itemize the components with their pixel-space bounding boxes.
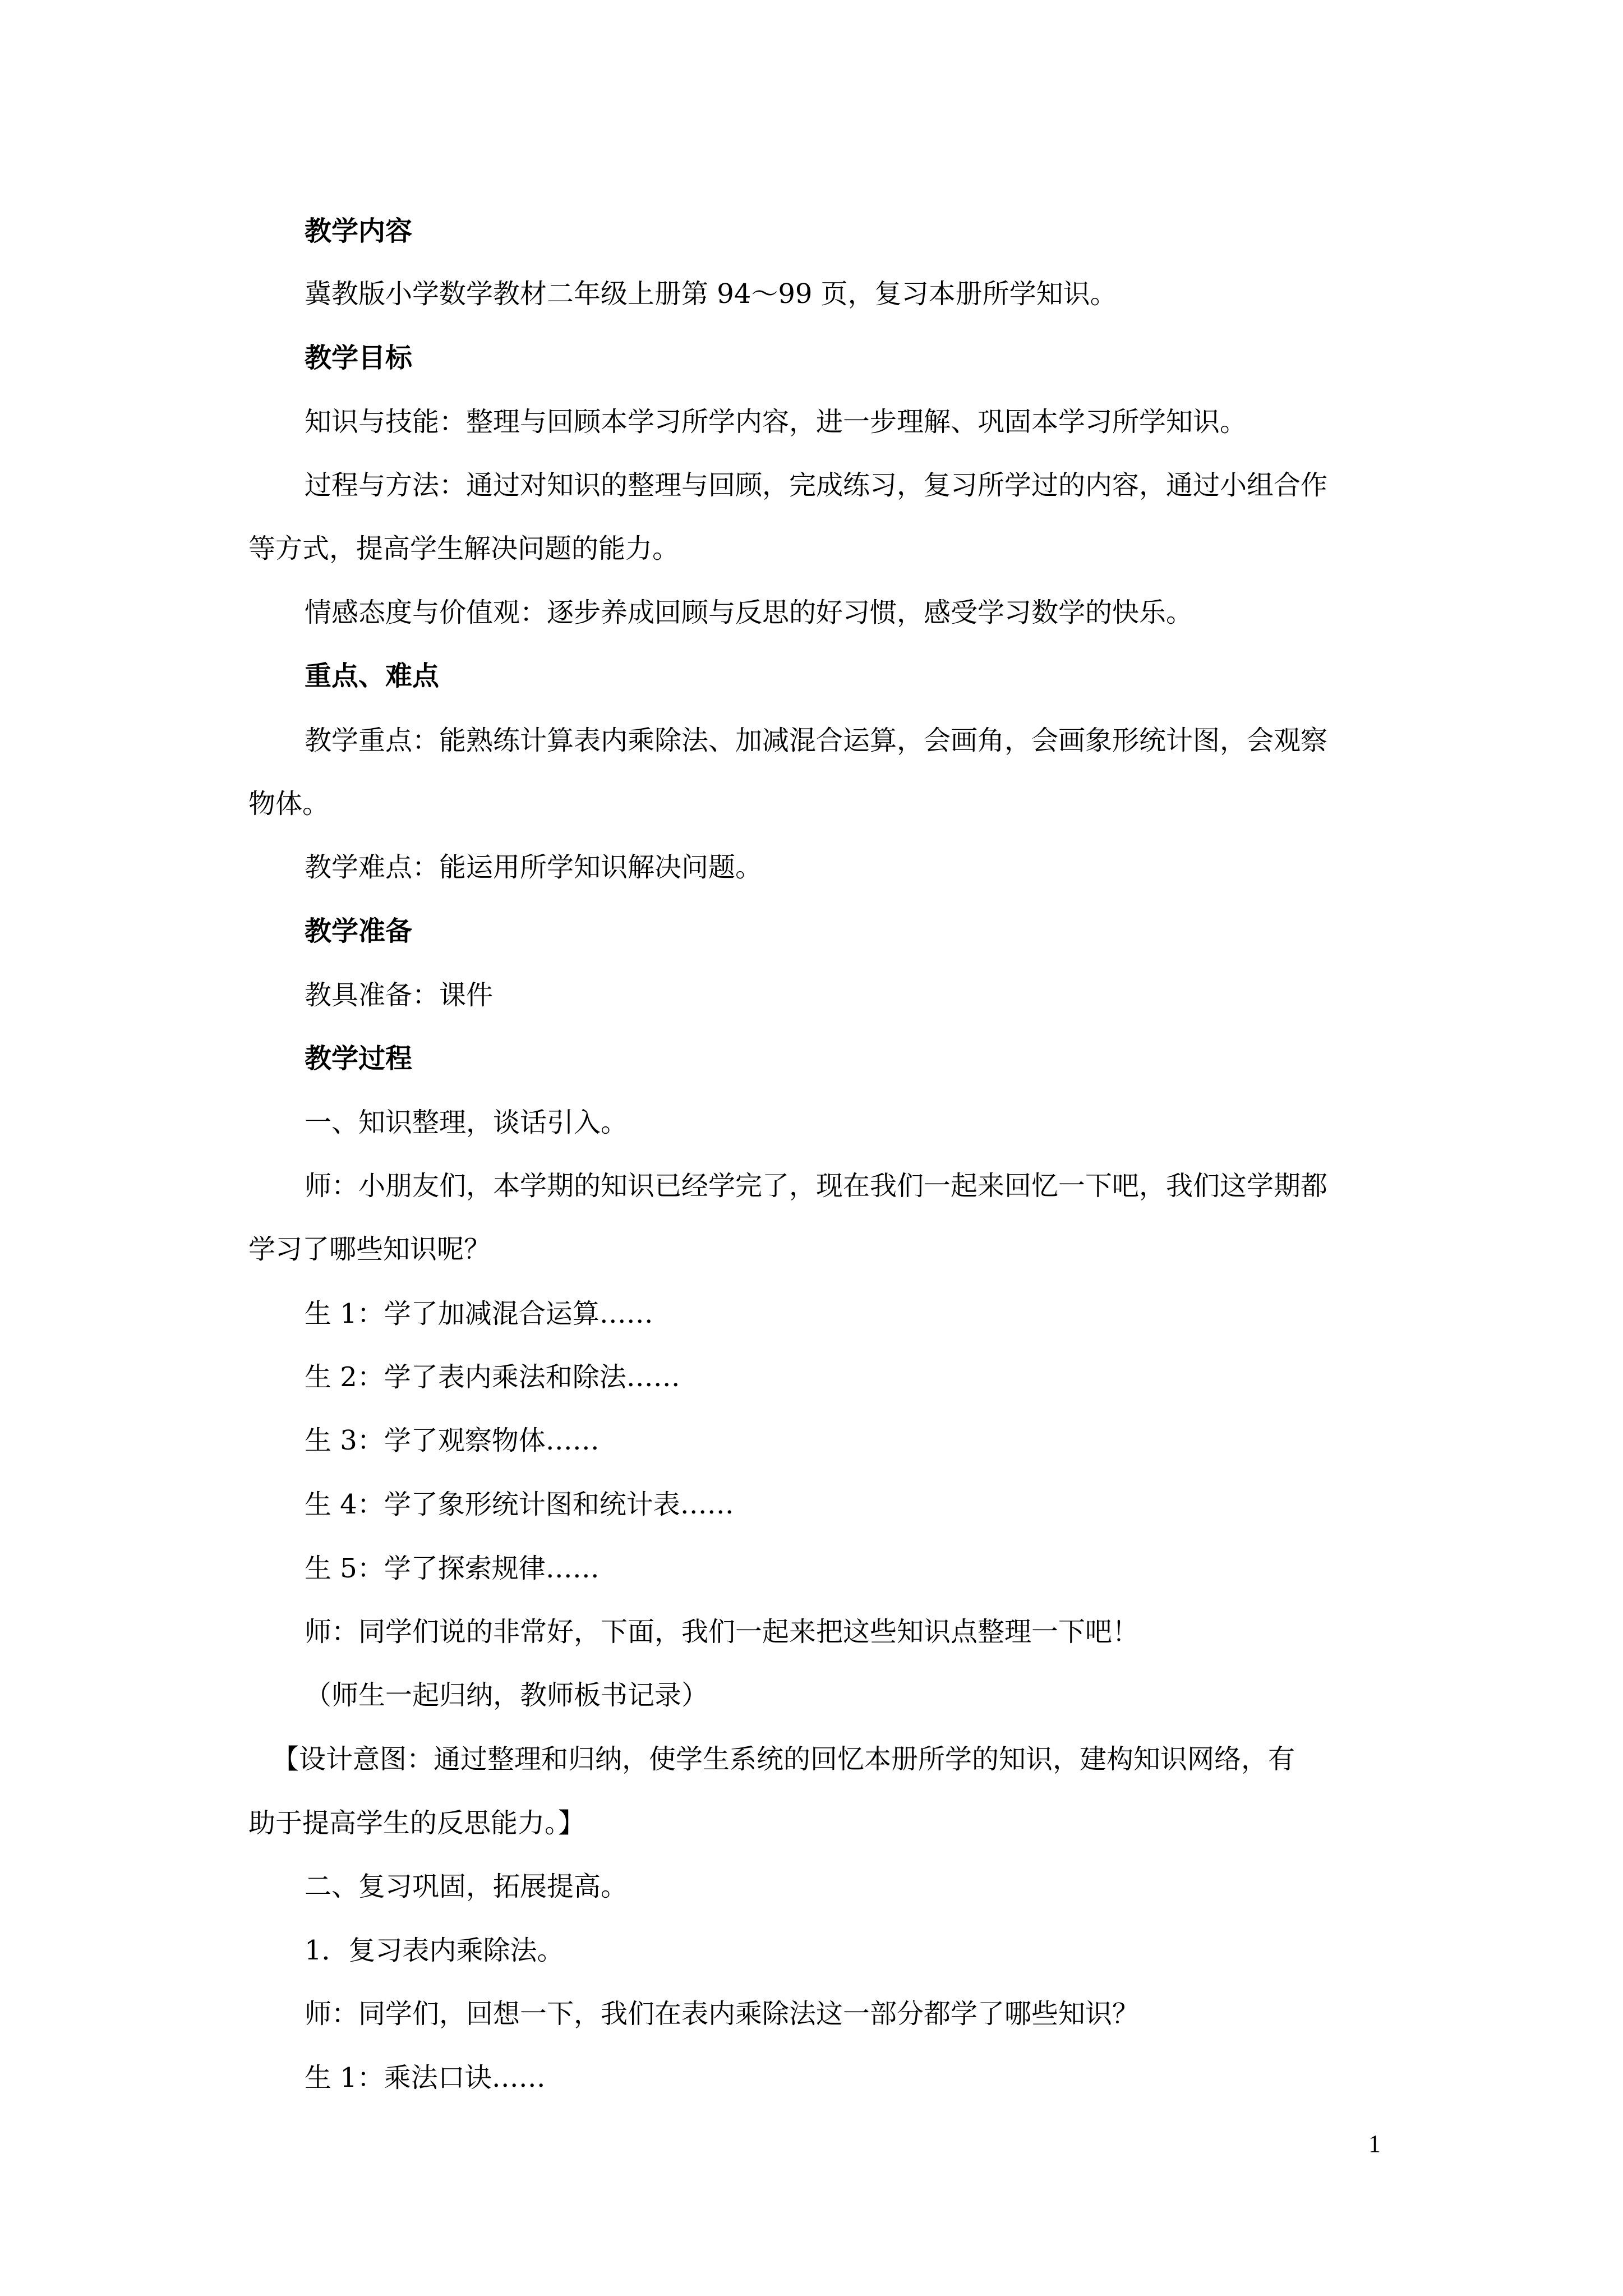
student-1: 生 1：学了加减混合运算…… bbox=[305, 1298, 653, 1329]
step-2-title: 二、复习巩固，拓展提高。 bbox=[305, 1871, 628, 1902]
design-intent-line-2: 助于提高学生的反思能力。】 bbox=[248, 1807, 585, 1839]
teacher-line-1b: 学习了哪些知识呢？ bbox=[248, 1234, 491, 1265]
goal-process-line-2: 等方式，提高学生解决问题的能力。 bbox=[248, 533, 680, 564]
key-point-line-2: 物体。 bbox=[248, 788, 330, 820]
heading-teaching-process: 教学过程 bbox=[305, 1043, 413, 1074]
board-note: （师生一起归纳，教师板书记录） bbox=[305, 1680, 709, 1711]
prep-tools: 教具准备：课件 bbox=[305, 979, 494, 1011]
review-item-1: 1．复习表内乘除法。 bbox=[305, 1935, 564, 1966]
goal-emotion: 情感态度与价值观：逐步养成回顾与反思的好习惯，感受学习数学的快乐。 bbox=[305, 597, 1193, 628]
content-text: 冀教版小学数学教材二年级上册第 94～99 页，复习本册所学知识。 bbox=[305, 278, 1117, 310]
goal-knowledge: 知识与技能：整理与回顾本学习所学内容，进一步理解、巩固本学习所学知识。 bbox=[305, 406, 1247, 438]
student-3: 生 3：学了观察物体…… bbox=[305, 1425, 600, 1456]
step-1-title: 一、知识整理，谈话引入。 bbox=[305, 1107, 628, 1138]
heading-teaching-content: 教学内容 bbox=[305, 215, 413, 247]
heading-preparation: 教学准备 bbox=[305, 915, 413, 947]
heading-key-points: 重点、难点 bbox=[305, 660, 440, 692]
key-point-line-1: 教学重点：能熟练计算表内乘除法、加减混合运算，会画角，会画象形统计图，会观察 bbox=[305, 725, 1328, 756]
teacher-line-3: 师：同学们，回想一下，我们在表内乘除法这一部分都学了哪些知识？ bbox=[305, 1998, 1140, 2030]
goal-process-line-1: 过程与方法：通过对知识的整理与回顾，完成练习，复习所学过的内容，通过小组合作 bbox=[305, 470, 1328, 501]
student-4: 生 4：学了象形统计图和统计表…… bbox=[305, 1489, 734, 1520]
difficulty-point: 教学难点：能运用所学知识解决问题。 bbox=[305, 852, 763, 883]
student-2: 生 2：学了表内乘法和除法…… bbox=[305, 1361, 680, 1393]
teacher-line-1a: 师：小朋友们，本学期的知识已经学完了，现在我们一起来回忆一下吧，我们这学期都 bbox=[305, 1170, 1328, 1202]
student-last: 生 1：乘法口诀…… bbox=[305, 2062, 546, 2093]
design-intent-line-1: 【设计意图：通过整理和归纳，使学生系统的回忆本册所学的知识，建构知识网络，有 bbox=[272, 1743, 1295, 1775]
teacher-line-2: 师：同学们说的非常好，下面，我们一起来把这些知识点整理一下吧！ bbox=[305, 1616, 1140, 1648]
student-5: 生 5：学了探索规律…… bbox=[305, 1553, 600, 1584]
page-number: 1 bbox=[1368, 2130, 1381, 2157]
heading-teaching-goals: 教学目标 bbox=[305, 342, 413, 374]
